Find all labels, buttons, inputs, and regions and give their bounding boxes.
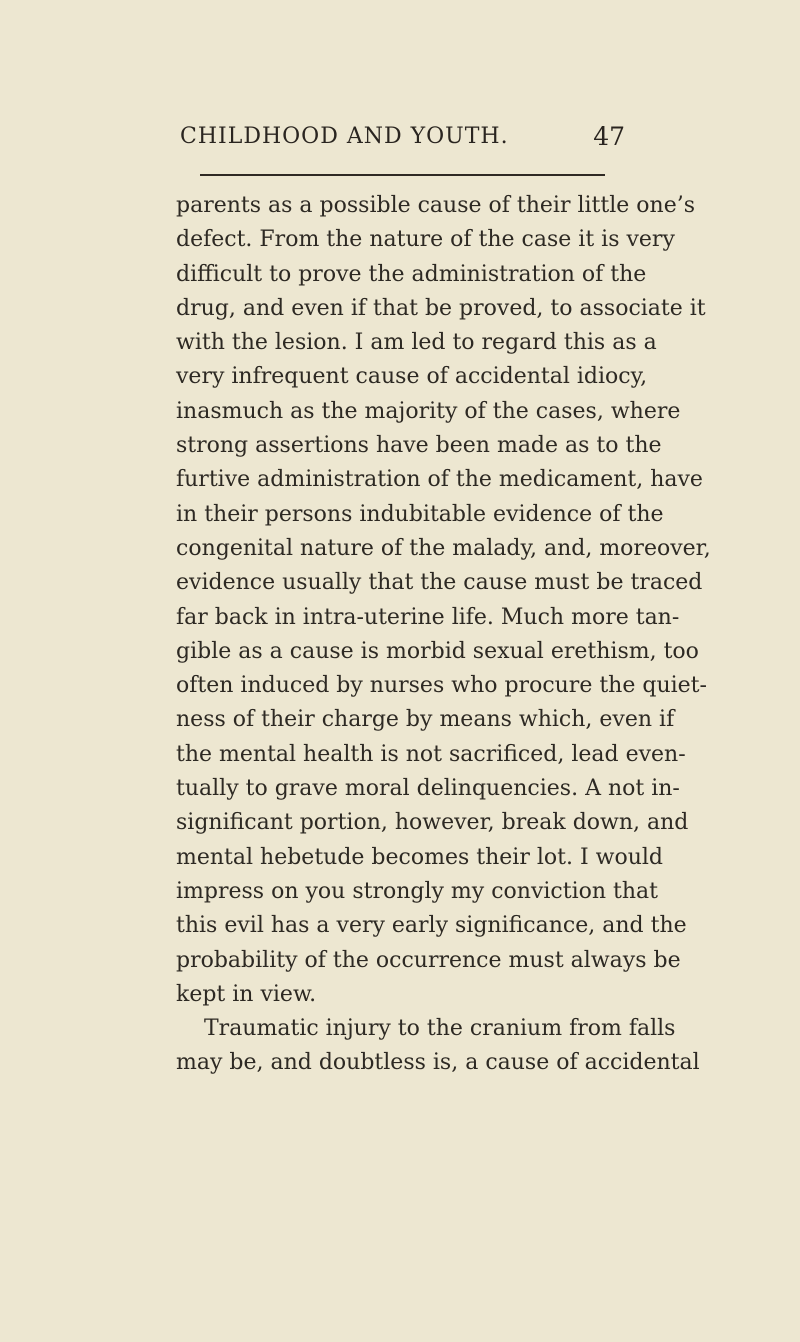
text-line: often induced by nurses who procure the quiet- [176,673,707,699]
paragraph [176,1012,700,1081]
text-line: congenital nature of the malady, and, moreover, [176,535,711,561]
text-line: drug, and even if that be proved, to associate it [176,295,706,321]
text-line: significant portion, however, break down, and [176,810,689,836]
page-header [180,117,625,157]
text-line: mental hebetude becomes their lot. I would [176,844,663,870]
text-line: may be, and doubtless is, a cause of accidental [176,1050,700,1076]
text-line: inasmuch as the majority of the cases, where [176,398,681,424]
text-line: the mental health is not sacrificed, lead even- [176,741,686,767]
text-line: difficult to prove the administration of the [176,261,647,287]
text-line: probability of the occurrence must always be [176,947,681,973]
text-line: gible as a cause is morbid sexual erethism, too [176,638,699,664]
text-line: parents as a possible cause of their little one’s [176,193,695,218]
running-head: CHILDHOOD AND YOUTH. [180,124,509,149]
text-line: Traumatic injury to the cranium from falls [204,1016,676,1042]
text-line: kept in view. [176,981,317,1007]
text-line: with the lesion. I am led to regard this as a [176,330,657,356]
text-line: tually to grave moral delinquencies. A not in- [176,776,680,802]
text-line: impress on you strongly my conviction that [176,878,658,904]
text-line: this evil has a very early significance, and the [176,913,687,939]
text-line: ness of their charge by means which, even if [176,707,675,733]
header-rule [200,174,605,176]
text-line: evidence usually that the cause must be traced [176,570,703,596]
text-line: strong assertions have been made as to the [176,433,662,459]
page-number: 47 [593,122,625,151]
body-text [176,189,711,1081]
text-line: defect. From the nature of the case it is very [176,227,675,253]
text-line: furtive administration of the medicament, have [176,467,703,493]
text-line: far back in intra-uterine life. Much more tan- [176,604,680,630]
text-line: in their persons indubitable evidence of the [176,501,664,527]
text-line: very infrequent cause of accidental idiocy, [176,364,648,390]
paragraph [176,189,711,1012]
